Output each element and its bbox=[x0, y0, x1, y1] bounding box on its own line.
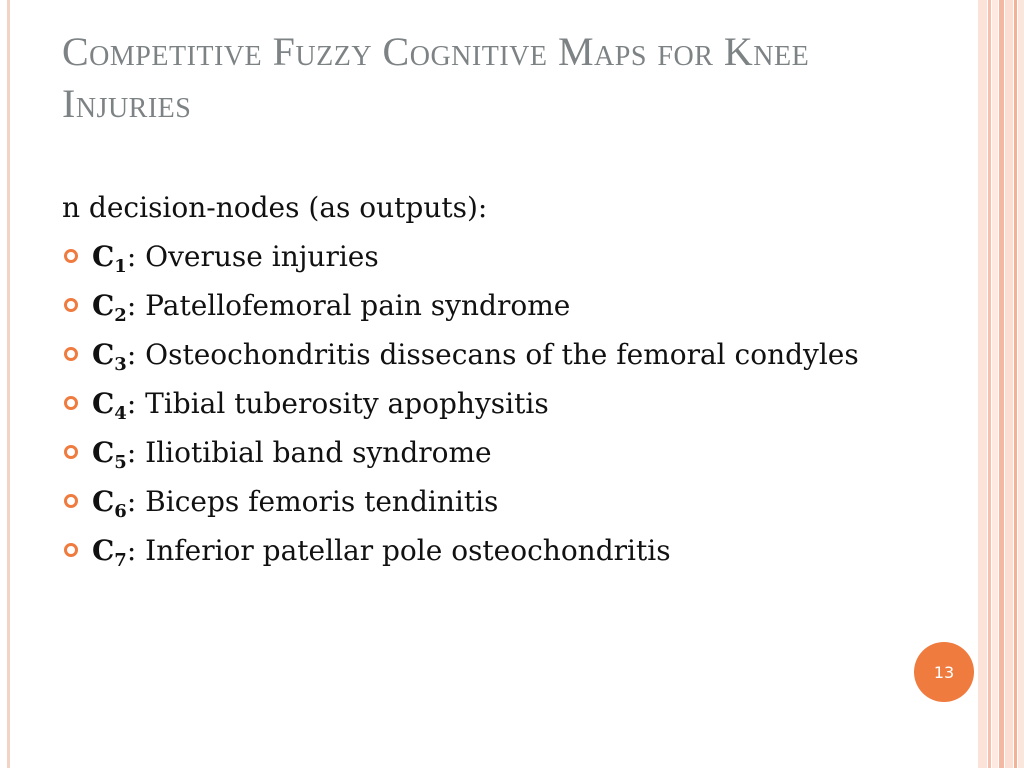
node-description: : Patellofemoral pain syndrome bbox=[126, 289, 571, 322]
circle-bullet-icon bbox=[64, 494, 78, 508]
node-code: $C_4$ bbox=[92, 387, 127, 424]
node-code: $C_2$ bbox=[92, 289, 127, 326]
list-item bbox=[62, 530, 922, 571]
right-border-stripe bbox=[992, 0, 998, 768]
node-description: : Overuse injuries bbox=[126, 240, 379, 273]
circle-bullet-icon bbox=[64, 396, 78, 410]
node-description: : Tibial tuberosity apophysitis bbox=[126, 387, 549, 420]
slide-title: Competitive Fuzzy Cognitive Maps for Knee Injuries bbox=[62, 29, 810, 126]
circle-bullet-icon bbox=[64, 347, 78, 361]
node-code: $C_1$ bbox=[92, 240, 127, 277]
list-item bbox=[62, 383, 922, 424]
intro-text: n decision-nodes (as outputs): bbox=[62, 191, 488, 224]
circle-bullet-icon bbox=[64, 298, 78, 312]
node-description: : Iliotibial band syndrome bbox=[126, 436, 492, 469]
decision-node-list bbox=[62, 236, 922, 579]
list-item bbox=[62, 334, 922, 375]
right-border-stripe bbox=[1014, 0, 1017, 768]
list-item bbox=[62, 236, 922, 277]
left-border-line bbox=[7, 0, 10, 768]
list-item bbox=[62, 285, 922, 326]
right-border-stripe bbox=[988, 0, 991, 768]
node-description: : Osteochondritis dissecans of the femoral condyles bbox=[126, 338, 859, 371]
node-code: $C_5$ bbox=[92, 436, 127, 473]
circle-bullet-icon bbox=[64, 543, 78, 557]
list-item bbox=[62, 481, 922, 522]
page-number-badge: 13 bbox=[914, 642, 974, 702]
list-item bbox=[62, 432, 922, 473]
circle-bullet-icon bbox=[64, 249, 78, 263]
node-description: : Inferior patellar pole osteochondritis bbox=[126, 534, 671, 567]
right-border-stripe bbox=[1005, 0, 1013, 768]
node-code: $C_6$ bbox=[92, 485, 127, 522]
node-code: $C_7$ bbox=[92, 534, 127, 571]
right-border-stripe bbox=[1018, 0, 1024, 768]
node-description: : Biceps femoris tendinitis bbox=[126, 485, 499, 518]
node-code: $C_3$ bbox=[92, 338, 127, 375]
right-border-stripe bbox=[999, 0, 1004, 768]
circle-bullet-icon bbox=[64, 445, 78, 459]
right-border-stripe bbox=[978, 0, 987, 768]
